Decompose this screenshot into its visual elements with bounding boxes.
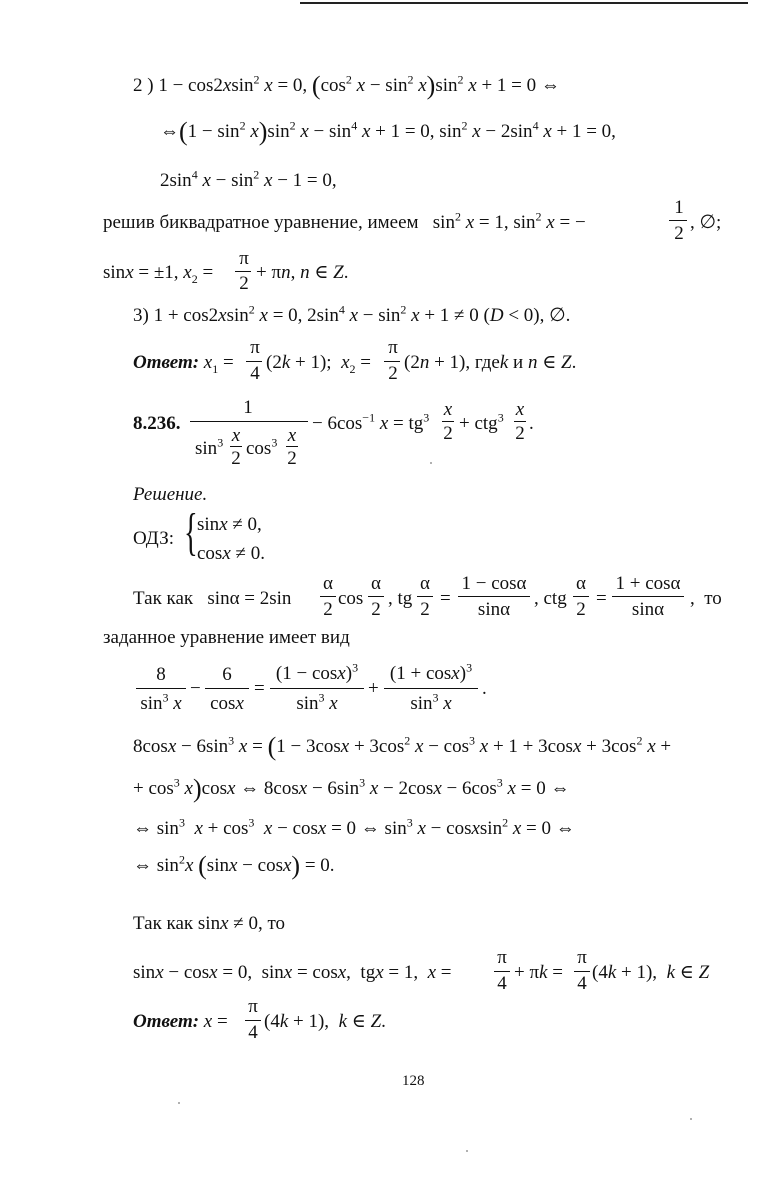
system-brace: { xyxy=(184,504,198,561)
expansion-line-1: $8\cos x - 6\sin^3$ $x = (1 - 3\cos x + 3\cos^2$ $x - \cos^3 x + 1 + 3\cos x + 3\cos^2$ x + xyxy=(133,732,672,761)
odz-condition-2: cosx ≠ 0. xyxy=(197,543,265,564)
expansion-line-2: + $\cos^3 x)\cos x$ ⇔ $8\cos x - 6\sin^3$ $x - 2\cos x - 6\cos^3$ x = 0 ⇔ xyxy=(133,774,570,803)
odz-label: ОДЗ: xyxy=(133,528,175,549)
equivalence-line-1: ⇔(1 − $\sin^2 x)\sin^2$ $x - \sin^4 x + 1 = 0$, $\sin^2 x - 2\sin^4$ x + 1 = 0, xyxy=(160,117,616,146)
reshiv-line: решив биквадратное уравнение, имеем $\sin^2 x = 1$, $\sin^2 x$ = − xyxy=(103,209,586,233)
answer-label: Ответ: xyxy=(133,352,200,373)
answer-1: Ответ: $x_1$ = xyxy=(133,352,234,376)
scan-speck xyxy=(690,1118,692,1120)
main-fraction-bar xyxy=(190,421,308,422)
top-rule xyxy=(300,2,748,4)
solution-heading: Решение. xyxy=(133,484,208,505)
problem-number: 8.236. xyxy=(133,413,181,434)
scan-speck xyxy=(466,1150,468,1152)
final-solution-line: sinx − cosx = 0, sinx = cosx, tgx = 1, x = xyxy=(133,962,452,983)
odz-condition-1: sinx ≠ 0, xyxy=(197,514,262,535)
scan-speck xyxy=(178,1102,180,1104)
expansion-line-3: ⇔ $\sin^3 x + \cos^3 x - \cos x = 0$ ⇔ $\sin^3 x$ − cosxsin$^2$ x = 0 ⇔ xyxy=(133,815,575,839)
answer-2: Ответ: x = xyxy=(133,1011,228,1032)
expansion-line-4: ⇔ $\sin^2x$ (sinx − cosx) = 0. xyxy=(133,851,335,880)
item-3-equation: 3) 1 + cos2xsin$^2$ x = 0, $2\sin^4$ $x - \sin^2 x + 1 \ne 0$ (D < 0), ∅. xyxy=(133,302,571,326)
frac-one-half: 1 xyxy=(674,197,684,218)
item-2-equation: 2 ) 1 − cos2xsin$^2$ x = 0, ($\cos^2$ $x - \sin^2 x)\sin^2$ x + 1 = 0 ⇔ xyxy=(133,71,560,100)
zadannoe-line: заданное уравнение имеет вид xyxy=(103,627,350,648)
biquadratic-equation: $2\sin^4$ $x - \sin^2 x - 1 = 0$, xyxy=(160,167,337,191)
identities-line: Так как sinα = 2sin xyxy=(133,588,292,609)
tak-kak-line: Так как sinx ≠ 0, то xyxy=(133,913,286,934)
scan-speck xyxy=(430,462,432,464)
frac-bar xyxy=(669,220,687,221)
reshiv-text: решив биквадратное уравнение, имеем xyxy=(103,212,419,233)
sin-solution-line: sinx = ±1, $x_2$ = xyxy=(103,262,214,286)
page-number: 128 xyxy=(402,1073,425,1089)
